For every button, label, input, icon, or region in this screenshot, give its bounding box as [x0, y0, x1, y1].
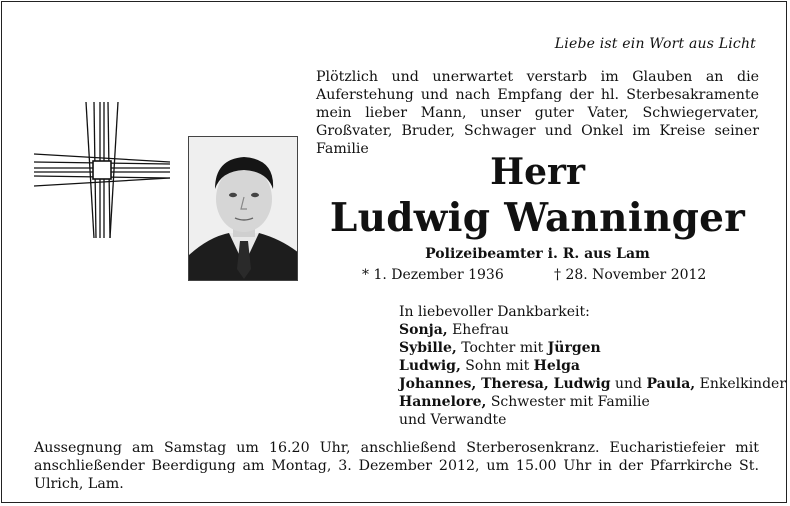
- list-item: Sybille, Tochter mit Jürgen: [399, 340, 601, 356]
- list-item: und Verwandte: [399, 412, 507, 428]
- birth-date: * 1. Dezember 1936: [362, 267, 504, 283]
- role-line: Polizeibeamter i. R. aus Lam: [425, 246, 650, 262]
- deceased-name: Ludwig Wanninger: [329, 195, 746, 241]
- intro-text: Plötzlich und unerwartet verstarb im Glauben an die Auferstehung und nach Empfang der hl. Sterbesakramente mein lieber Mann, unser guter Vater, Schwiegervater, Großvater, Bruder, Schwager und Onkel im Kreise seiner Familie: [316, 69, 759, 157]
- list-item: Johannes, Theresa, Ludwig und Paula, Enkelkinder: [399, 376, 787, 392]
- obituary-notice: [1, 1, 787, 503]
- cross-icon: [34, 102, 170, 242]
- funeral-details: Aussegnung am Samstag um 16.20 Uhr, anschließend Sterberosenkranz. Eucharistiefeier mit anschließender Beerdigung am Montag, 3. Dezember 2012, um 15.00 Uhr in der Pfarrkirche St. Ulrich, Lam.: [34, 440, 759, 492]
- list-item: Hannelore, Schwester mit Familie: [399, 394, 650, 410]
- list-item: Sonja, Ehefrau: [399, 322, 509, 338]
- portrait-photo: [188, 136, 298, 281]
- death-date: † 28. November 2012: [554, 267, 707, 283]
- list-item: Ludwig, Sohn mit Helga: [399, 358, 580, 374]
- thanks-line: In liebevoller Dankbarkeit:: [399, 304, 590, 320]
- salutation: Herr: [490, 151, 585, 193]
- motto: Liebe ist ein Wort aus Licht: [554, 36, 756, 52]
- mourners-list: [399, 321, 786, 429]
